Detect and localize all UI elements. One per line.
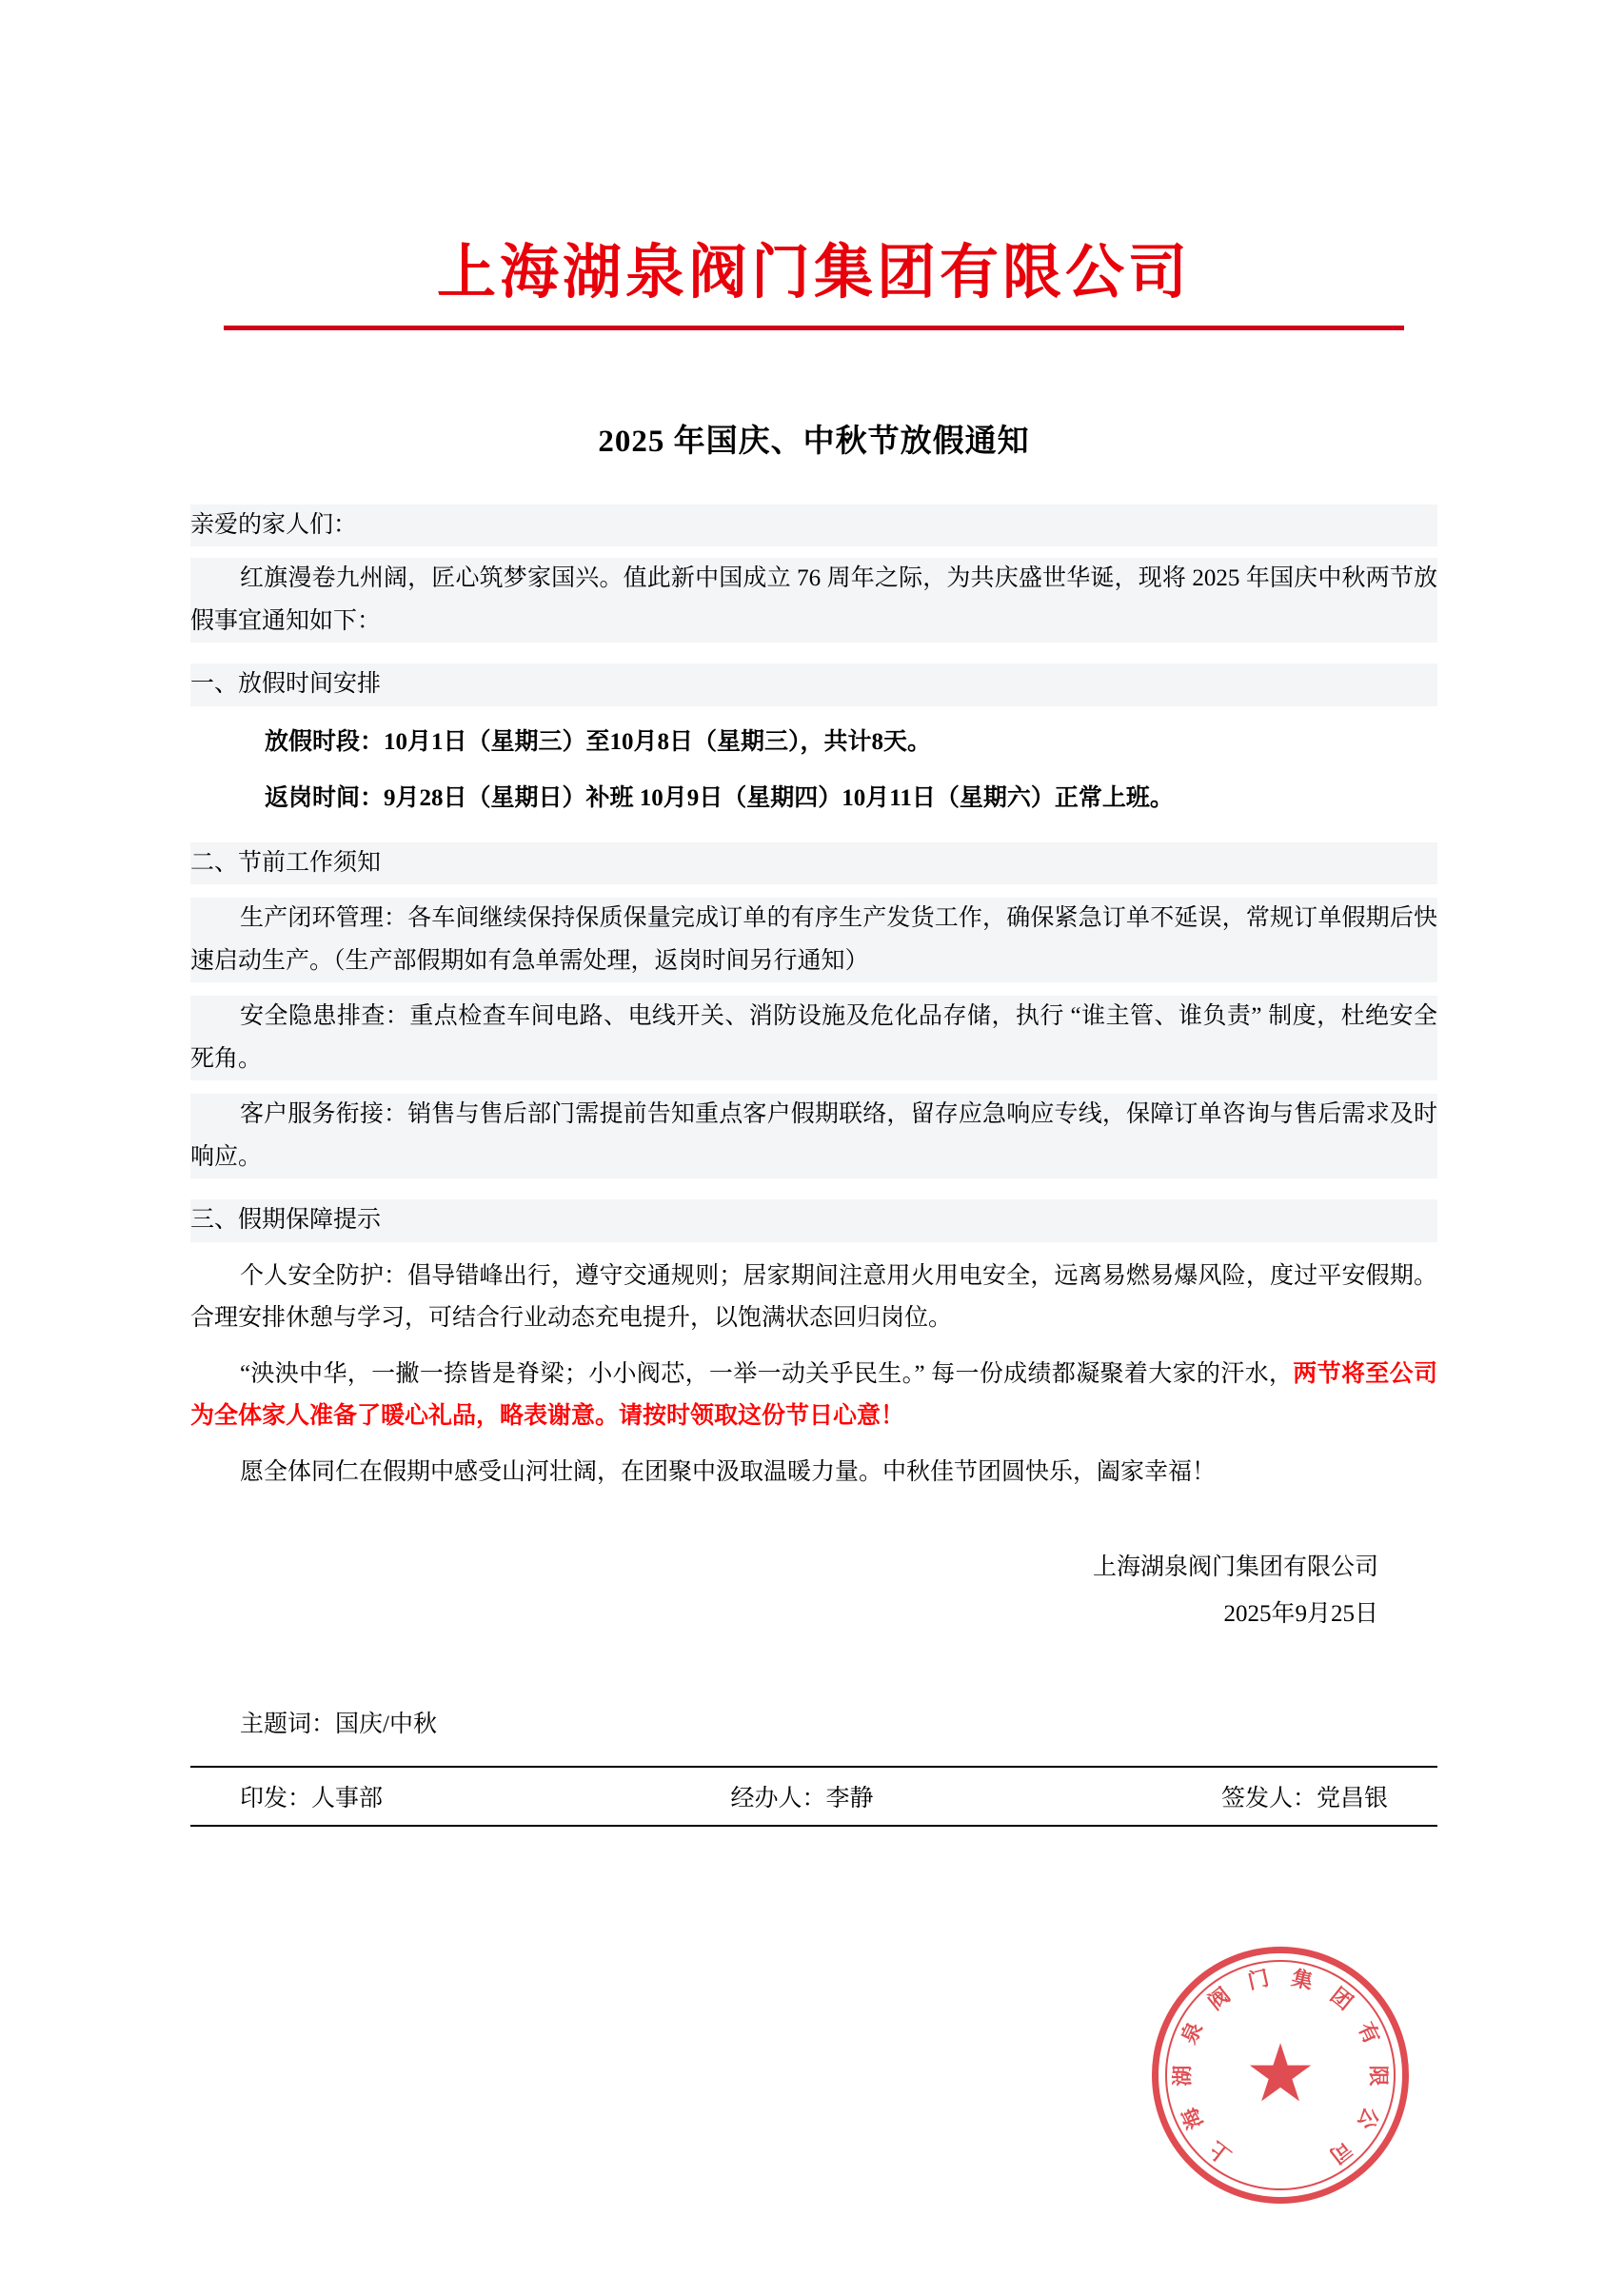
seal-arc-char: 司 [1325, 2136, 1357, 2168]
seal-arc-char: 限 [1366, 2065, 1391, 2087]
seal-star-icon: ★ [1244, 2030, 1317, 2119]
footer-issued [240, 1779, 383, 1813]
signature-company: 上海湖泉阀门集团有限公司 [1092, 1554, 1378, 1581]
section-2-item-1: 生产闭环管理：各车间继续保持保质保量完成订单的有序生产发货工作，确保紧急订单不延误，常规订单假期后快速启动生产。（生产部假期如有急单需处理，返岗时间另行通知） [190, 898, 1437, 982]
document-footer [190, 1705, 1437, 1827]
footer-handler-label: 经办人： [730, 1785, 826, 1811]
seal-arc-char: 团 [1326, 1983, 1357, 2015]
section-heading-3: 三、假期保障提示 [190, 1199, 1437, 1242]
footer-keyword-label: 主题词： [240, 1711, 336, 1737]
closing-paragraph: 愿全体同仁在假期中感受山河壮阔，在团聚中汲取温暖力量。中秋佳节团圆快乐，阖家幸福！ [240, 1458, 1217, 1485]
section-2-item-3: 客户服务衔接：销售与售后部门需提前告知重点客户假期联络，留存应急响应专线，保障订单咨询与售后需求及时响应。 [190, 1094, 1437, 1178]
seal-arc-char: 上 [1204, 2136, 1236, 2168]
header-divider [224, 326, 1404, 330]
section-heading-1: 一、放假时间安排 [190, 663, 1437, 706]
signature-date: 2025年9月25日 [1223, 1600, 1378, 1627]
signature-block [190, 1545, 1437, 1638]
seal-arc-char: 集 [1289, 1965, 1316, 1994]
footer-issued-label: 印发： [240, 1785, 312, 1811]
footer-signer-value: 党昌银 [1316, 1785, 1388, 1811]
seal-arc-char: 门 [1245, 1965, 1272, 1994]
seal-arc-char: 公 [1353, 2104, 1384, 2133]
footer-divider-bottom [190, 1825, 1437, 1827]
document-body [190, 238, 1437, 2168]
footer-keyword-value: 国庆/中秋 [335, 1711, 437, 1737]
company-title: 上海湖泉阀门集团有限公司 [436, 241, 1191, 306]
seal-arc-char: 泉 [1176, 2018, 1208, 2049]
footer-signer [1221, 1779, 1388, 1813]
quote-paragraph [190, 1354, 1437, 1438]
quote-paragraph-highlight: 两节将至公司为全体家人准备了暖心礼品，略表谢意。请按时领取这份节日心意！ [190, 1360, 1437, 1430]
footer-handler [730, 1779, 873, 1813]
footer-signer-label: 签发人： [1220, 1785, 1317, 1811]
seal-arc-char: 有 [1353, 2018, 1385, 2049]
footer-keyword [190, 1705, 1437, 1739]
salutation: 亲爱的家人们： [190, 505, 1437, 546]
section-1-item-1: 放假时段：10月1日（星期三）至10月8日（星期三），共计8天。 [265, 728, 932, 755]
quote-paragraph-prefix: “泱泱中华，一撇一捺皆是脊梁；小小阀芯，一举一动关乎民生。” 每一份成绩都凝聚着大家的汗水， [240, 1360, 1294, 1387]
document-title: 2025 年国庆、中秋节放假通知 [598, 425, 1030, 460]
seal-arc-char: 阀 [1203, 1983, 1235, 2015]
footer-row [190, 1779, 1437, 1813]
footer-divider-top [190, 1766, 1437, 1768]
intro-paragraph: 红旗漫卷九州阔，匠心筑梦家国兴。值此新中国成立 76 周年之际，为共庆盛世华诞，现将 2025 年国庆中秋两节放假事宜通知如下： [190, 558, 1437, 643]
section-heading-2: 二、节前工作须知 [190, 842, 1437, 885]
seal-arc-char: 湖 [1170, 2065, 1195, 2087]
seal-arc-char: 海 [1177, 2104, 1208, 2133]
section-3-item-1: 个人安全防护：倡导错峰出行，遵守交通规则；居家期间注意用火用电安全，远离易燃易爆风险，度过平安假期。合理安排休憩与学习，可结合行业动态充电提升，以饱满状态回归岗位。 [190, 1262, 1437, 1332]
footer-issued-value: 人事部 [311, 1785, 384, 1811]
footer-handler-value: 李静 [825, 1785, 874, 1811]
section-2-item-2: 安全隐患排查：重点检查车间电路、电线开关、消防设施及危化品存储，执行 “谁主管、谁负责” 制度，杜绝安全死角。 [190, 996, 1437, 1080]
section-1-item-2: 返岗时间：9月28日（星期日）补班 10月9日（星期四）10月11日（星期六）正常上班。 [265, 785, 1174, 812]
company-seal [1152, 1947, 1409, 2204]
